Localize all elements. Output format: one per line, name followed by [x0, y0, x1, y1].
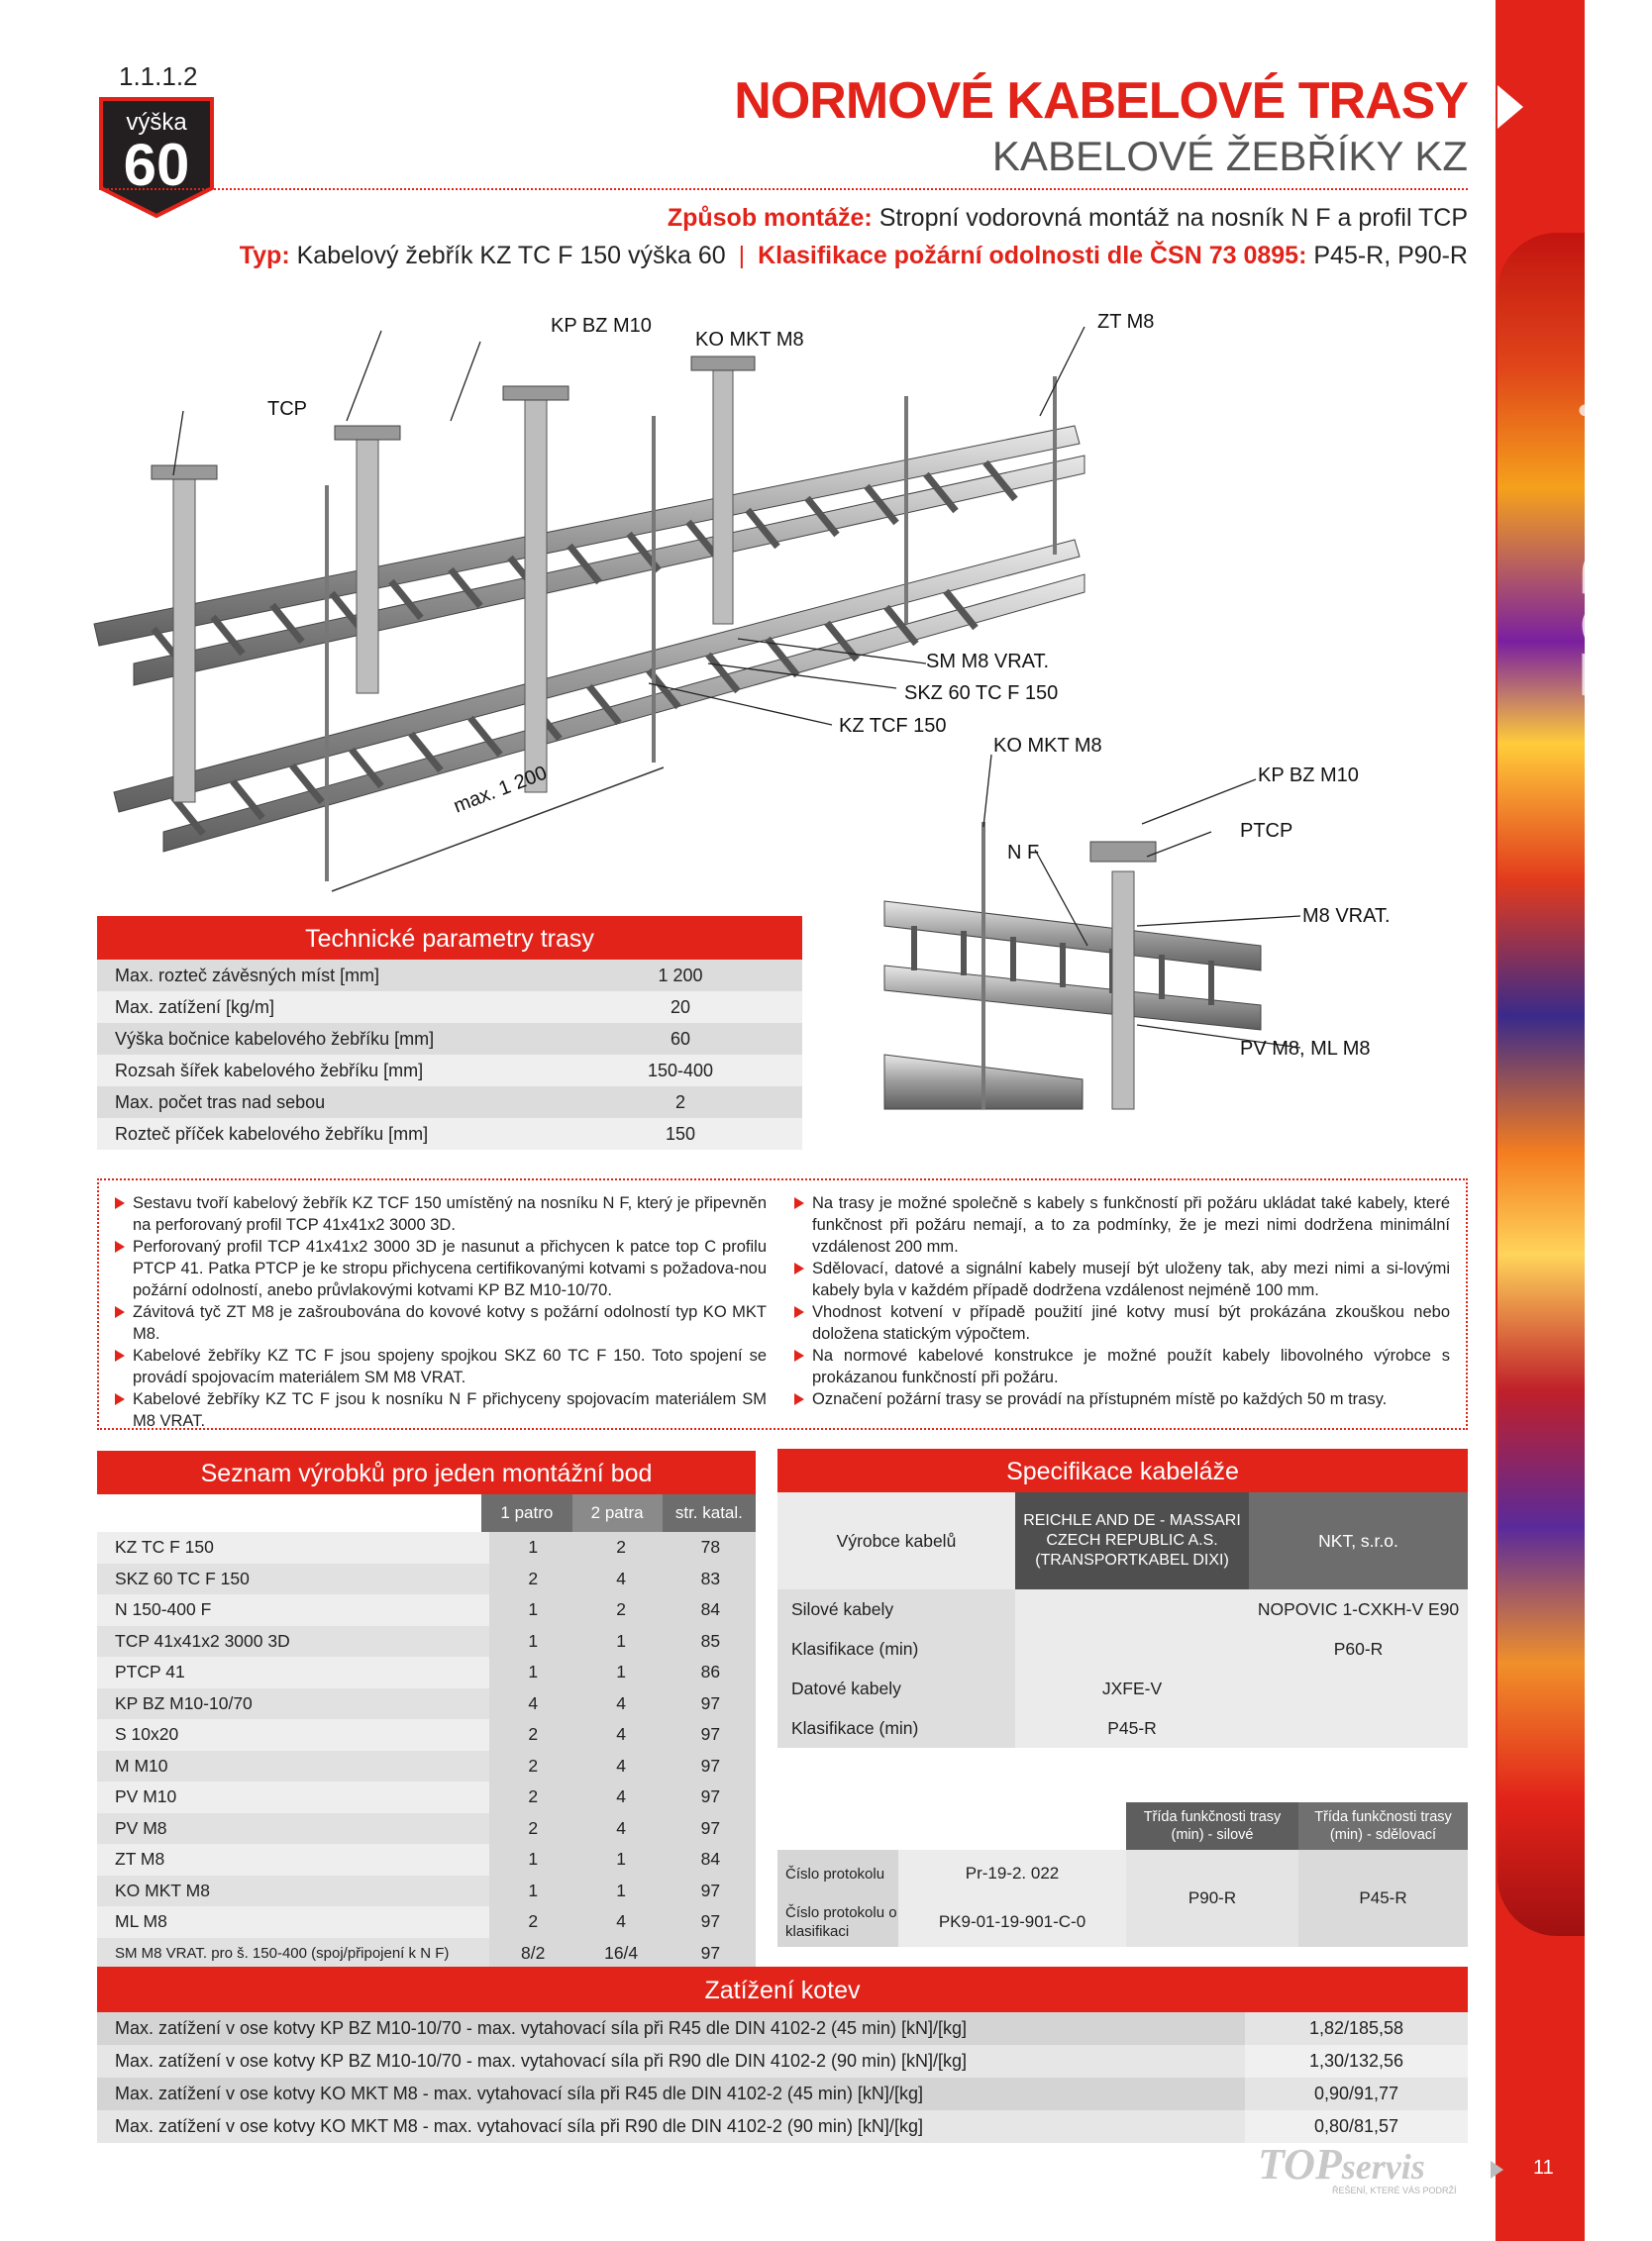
param-label: Max. zatížení [kg/m]: [97, 991, 559, 1023]
spec-label: Silové kabely: [777, 1589, 1015, 1629]
label-max-spacing: max. 1 200: [451, 762, 551, 818]
table-header-row: [777, 1802, 1468, 1850]
product-qty: 97: [666, 1876, 756, 1907]
table-row: [97, 991, 802, 1023]
detail-label-m8-vrat: M8 VRAT.: [1302, 905, 1391, 927]
table-row: [97, 2045, 1468, 2078]
spec-value: [1249, 1708, 1468, 1748]
spec-label: Datové kabely: [777, 1669, 1015, 1708]
product-name: N 150-400 F: [97, 1594, 489, 1626]
mount-label: Způsob montáže:: [667, 204, 873, 232]
table-row: [97, 1782, 756, 1813]
product-qty: 1: [489, 1844, 577, 1876]
column-header: 2 patra: [572, 1494, 663, 1532]
param-value: 20: [559, 991, 802, 1023]
product-qty: 97: [666, 1813, 756, 1845]
table-row: [97, 2078, 1468, 2110]
label-tcp: TCP: [267, 398, 307, 420]
table-row: [97, 2012, 1468, 2045]
list-item: Na trasy je možné společně s kabely s funkčností při požáru ukládat také kabely, které funkčnost při požáru nemají, a to za podmínky, že je mezi nimi dodržena minimální vzdálenost 200 mm.: [792, 1192, 1450, 1258]
param-label: Výška bočnice kabelového žebříku [mm]: [97, 1023, 559, 1055]
table-header-row: [97, 1494, 756, 1532]
param-value: 60: [559, 1023, 802, 1055]
table-row: [97, 1688, 756, 1720]
table-row: [97, 1844, 756, 1876]
fire-label: Klasifikace požární odolnosti dle ČSN 73 0895:: [758, 242, 1307, 269]
product-name: PTCP 41: [97, 1657, 489, 1688]
fire-value: P45-R, P90-R: [1313, 242, 1468, 269]
spec-value: P60-R: [1249, 1629, 1468, 1669]
classification-label: Číslo protokolu o klasifikaci: [777, 1897, 898, 1947]
table-row: [97, 1657, 756, 1688]
list-item: Kabelové žebříky KZ TC F jsou spojeny spojkou SKZ 60 TC F 150. Toto spojení se provádí spojovacím materiálem SM M8 VRAT.: [113, 1345, 767, 1388]
product-qty: 97: [666, 1906, 756, 1938]
product-qty: 97: [666, 1751, 756, 1783]
param-value: 150-400: [559, 1055, 802, 1086]
product-name: ML M8: [97, 1906, 489, 1938]
product-qty: 97: [666, 1688, 756, 1720]
page-title: NORMOVÉ KABELOVÉ TRASY: [734, 72, 1468, 130]
table-row: [777, 1850, 1468, 1897]
type-separator: |: [738, 242, 746, 269]
protocol-label: Číslo protokolu: [777, 1850, 898, 1897]
label-sm-m8-vrat: SM M8 VRAT.: [926, 651, 1050, 672]
product-qty: 2: [577, 1594, 666, 1626]
label-kz-tcf-150: KZ TCF 150: [839, 715, 947, 737]
badge-value: 60: [123, 132, 190, 198]
type-line: [240, 242, 1468, 270]
load-value: 1,30/132,56: [1245, 2045, 1468, 2078]
cable-spec-title: Specifikace kabeláže: [777, 1449, 1468, 1492]
product-qty: 78: [666, 1532, 756, 1564]
product-qty: 1: [489, 1657, 577, 1688]
notes-box: [97, 1178, 1468, 1430]
table-row: [777, 1629, 1468, 1669]
table-header-row: [777, 1492, 1468, 1589]
notch-arrow: [1497, 85, 1523, 129]
table-row: [97, 1751, 756, 1783]
product-qty: 1: [489, 1594, 577, 1626]
product-qty: 97: [666, 1938, 756, 1970]
table-row: [777, 1669, 1468, 1708]
label-ko-mkt-m8: KO MKT M8: [695, 329, 804, 351]
protocol-value: Pr-19-2. 022: [898, 1850, 1126, 1897]
table-row: [97, 1023, 802, 1055]
table-row: [777, 1589, 1468, 1629]
param-value: 2: [559, 1086, 802, 1118]
product-qty: 4: [577, 1813, 666, 1845]
product-qty: 1: [577, 1876, 666, 1907]
product-qty: 1: [577, 1626, 666, 1658]
load-label: Max. zatížení v ose kotvy KP BZ M10-10/70 - max. vytahovací síla při R90 dle DIN 4102-2 (90 min) [kN]/[kg]: [97, 2045, 1245, 2078]
column-header: str. katal.: [663, 1494, 756, 1532]
product-qty: 4: [577, 1751, 666, 1783]
table-row: [97, 1813, 756, 1845]
product-qty: 4: [489, 1688, 577, 1720]
table-row: [777, 1708, 1468, 1748]
product-name: S 10x20: [97, 1719, 489, 1751]
load-label: Max. zatížení v ose kotvy KP BZ M10-10/70 - max. vytahovací síla při R45 dle DIN 4102-2 (45 min) [kN]/[kg]: [97, 2012, 1245, 2045]
detail-label-pv-m8: PV M8, ML M8: [1240, 1038, 1371, 1060]
manufacturer-1: REICHLE AND DE - MASSARI CZECH REPUBLIC A.S. (TRANSPORTKABEL DIXI): [1015, 1492, 1249, 1589]
list-item: Na normové kabelové konstrukce je možné použít kabely libovolného výrobce s prokázanou funkčností při požáru.: [792, 1345, 1450, 1388]
header-divider: [99, 188, 1468, 190]
product-qty: 2: [489, 1719, 577, 1751]
param-value: 150: [559, 1118, 802, 1150]
section-number: 1.1.1.2: [119, 61, 198, 91]
side-logo: [1503, 238, 1650, 713]
label-zt-m8: ZT M8: [1097, 311, 1155, 333]
manufacturer-label: Výrobce kabelů: [777, 1492, 1015, 1589]
footer-logo-servis: servis: [1341, 2147, 1425, 2187]
param-value: 1 200: [559, 960, 802, 991]
product-qty: 1: [489, 1876, 577, 1907]
detail-label-kp-bz-m10: KP BZ M10: [1258, 764, 1359, 786]
table-row: [97, 1938, 756, 1970]
anchor-loads-panel: [97, 1967, 1468, 2143]
anchor-loads-table: [97, 2012, 1468, 2143]
header-blank: [898, 1802, 1126, 1850]
protocol-table: [777, 1802, 1468, 1947]
product-name: TCP 41x41x2 3000 3D: [97, 1626, 489, 1658]
product-name: KO MKT M8: [97, 1876, 489, 1907]
table-row: [97, 1594, 756, 1626]
param-label: Max. rozteč závěsných míst [mm]: [97, 960, 559, 991]
table-row: [97, 960, 802, 991]
load-value: 0,80/81,57: [1245, 2110, 1468, 2143]
product-qty: 4: [577, 1719, 666, 1751]
product-qty: 4: [577, 1688, 666, 1720]
load-value: 0,90/91,77: [1245, 2078, 1468, 2110]
param-label: Rozsah šířek kabelového žebříku [mm]: [97, 1055, 559, 1086]
tech-params-panel: [97, 916, 802, 1150]
product-qty: 85: [666, 1626, 756, 1658]
class-power-value: P90-R: [1126, 1850, 1298, 1947]
product-qty: 1: [577, 1657, 666, 1688]
mount-value: Stropní vodorovná montáž na nosník N F a profil TCP: [878, 204, 1468, 232]
cable-spec-table: [777, 1492, 1468, 1748]
side-logo-servis: servis: [1564, 373, 1650, 555]
page-subtitle: KABELOVÉ ŽEBŘÍKY KZ: [991, 133, 1468, 179]
product-qty: 97: [666, 1782, 756, 1813]
table-row: [97, 1626, 756, 1658]
notes-right: [792, 1192, 1450, 1410]
list-item: Perforovaný profil TCP 41x41x2 3000 3D je nasunut a přichycen k patce top C profilu PTCP 41. Patka PTCP je ke stropu přichycena certifikovanými kotvami s požadova-nou požární odolností, anebo průvlakovými kotvami KP BZ M10-10/70.: [113, 1236, 767, 1301]
table-row: [97, 1876, 756, 1907]
class-comm-value: P45-R: [1298, 1850, 1468, 1947]
list-item: Označení požární trasy se provádí na přístupném místě po každých 50 m trasy.: [792, 1388, 1450, 1410]
footer-logo-top: TOP: [1258, 2140, 1342, 2189]
detail-label-ptcp: PTCP: [1240, 820, 1293, 842]
product-name: ZT M8: [97, 1844, 489, 1876]
side-logo-top: TOP: [1564, 554, 1650, 703]
product-qty: 1: [489, 1532, 577, 1564]
product-qty: 86: [666, 1657, 756, 1688]
spec-value: NOPOVIC 1-CXKH-V E90: [1249, 1589, 1468, 1629]
product-list-panel: [97, 1451, 756, 1969]
label-kp-bz-m10: KP BZ M10: [551, 315, 652, 337]
table-row: [97, 1055, 802, 1086]
spec-value: P45-R: [1015, 1708, 1249, 1748]
list-item: Sdělovací, datové a signální kabely musejí být uloženy tak, aby mezi nimi a si-lovými kabely byla v každém případě dodržena vzdálenost nejméně 100 mm.: [792, 1258, 1450, 1301]
product-name: KZ TC F 150: [97, 1532, 489, 1564]
product-qty: 1: [577, 1844, 666, 1876]
product-qty: 8/2: [489, 1938, 577, 1970]
product-qty: 2: [577, 1532, 666, 1564]
product-list-body: [97, 1532, 756, 1969]
detail-label-nf: N F: [1007, 842, 1040, 864]
product-qty: 2: [489, 1751, 577, 1783]
label-skz-60: SKZ 60 TC F 150: [904, 682, 1059, 704]
load-label: Max. zatížení v ose kotvy KO MKT M8 - max. vytahovací síla při R45 dle DIN 4102-2 (45 min) [kN]/[kg]: [97, 2078, 1245, 2110]
product-qty: 84: [666, 1594, 756, 1626]
param-label: Max. počet tras nad sebou: [97, 1086, 559, 1118]
product-qty: 2: [489, 1782, 577, 1813]
classification-value: PK9-01-19-901-C-0: [898, 1897, 1126, 1947]
list-item: Vhodnost kotvení v případě použití jiné kotvy musí být prokázána zkouškou nebo doložena statickým výpočtem.: [792, 1301, 1450, 1345]
product-qty: 1: [489, 1626, 577, 1658]
cable-spec-panel: [777, 1449, 1468, 1748]
notes-left: [113, 1192, 767, 1432]
spec-value: JXFE-V: [1015, 1669, 1249, 1708]
product-qty: 2: [489, 1813, 577, 1845]
mount-line: [668, 204, 1468, 233]
badge-label: výška: [126, 109, 187, 136]
page-number: 11: [1533, 2157, 1554, 2179]
table-row: [97, 1906, 756, 1938]
product-qty: 97: [666, 1719, 756, 1751]
type-label: Typ:: [239, 242, 290, 269]
table-row: [97, 1118, 802, 1150]
product-qty: 2: [489, 1564, 577, 1595]
product-name: PV M10: [97, 1782, 489, 1813]
product-qty: 16/4: [577, 1938, 666, 1970]
product-qty: 4: [577, 1906, 666, 1938]
load-value: 1,82/185,58: [1245, 2012, 1468, 2045]
column-header: 1 patro: [481, 1494, 571, 1532]
header-blank: [97, 1494, 481, 1532]
list-item: Sestavu tvoří kabelový žebřík KZ TCF 150 umístěný na nosníku N F, který je připevněn na perforovaný profil TCP 41x41x2 3000 3D.: [113, 1192, 767, 1236]
spec-value: [1249, 1669, 1468, 1708]
product-qty: 4: [577, 1782, 666, 1813]
class-power-header: Třída funkčnosti trasy (min) - silové: [1126, 1802, 1298, 1850]
product-name: M M10: [97, 1751, 489, 1783]
anchor-loads-title: Zatížení kotev: [97, 1967, 1468, 2012]
product-list-title: Seznam výrobků pro jeden montážní bod: [97, 1451, 756, 1494]
type-value: Kabelový žebřík KZ TC F 150 výška 60: [296, 242, 726, 269]
product-name: SKZ 60 TC F 150: [97, 1564, 489, 1595]
spec-value: [1015, 1629, 1249, 1669]
list-item: Kabelové žebříky KZ TC F jsou k nosníku N F přichyceny spojovacím materiálem SM M8 VRAT.: [113, 1388, 767, 1432]
manufacturer-2: NKT, s.r.o.: [1249, 1492, 1468, 1589]
table-row: [97, 1086, 802, 1118]
tech-params-title: Technické parametry trasy: [97, 916, 802, 960]
table-row: [97, 1532, 756, 1564]
spec-label: Klasifikace (min): [777, 1629, 1015, 1669]
product-name: PV M8: [97, 1813, 489, 1845]
detail-label-ko-mkt-m8: KO MKT M8: [993, 735, 1102, 757]
product-list-table: [97, 1494, 756, 1532]
header-blank: [777, 1802, 898, 1850]
table-row: [97, 1564, 756, 1595]
product-qty: 4: [577, 1564, 666, 1595]
product-qty: 84: [666, 1844, 756, 1876]
footer-tagline: ŘEŠENÍ, KTERÉ VÁS PODRŽÍ: [1332, 2186, 1457, 2195]
table-row: [97, 1719, 756, 1751]
param-label: Rozteč příček kabelového žebříku [mm]: [97, 1118, 559, 1150]
next-arrow-icon: [1491, 2161, 1503, 2179]
product-qty: 2: [489, 1906, 577, 1938]
product-qty: 83: [666, 1564, 756, 1595]
product-name: SM M8 VRAT. pro š. 150-400 (spoj/připojení k N F): [97, 1938, 489, 1970]
spec-label: Klasifikace (min): [777, 1708, 1015, 1748]
tech-params-table: [97, 960, 802, 1150]
product-name: KP BZ M10-10/70: [97, 1688, 489, 1720]
spec-value: [1015, 1589, 1249, 1629]
footer-logo: [1258, 2139, 1425, 2190]
class-comm-header: Třída funkčnosti trasy (min) - sdělovací: [1298, 1802, 1468, 1850]
list-item: Závitová tyč ZT M8 je zašroubována do kovové kotvy s požární odolností typ KO MKT M8.: [113, 1301, 767, 1345]
load-label: Max. zatížení v ose kotvy KO MKT M8 - max. vytahovací síla při R90 dle DIN 4102-2 (90 min) [kN]/[kg]: [97, 2110, 1245, 2143]
